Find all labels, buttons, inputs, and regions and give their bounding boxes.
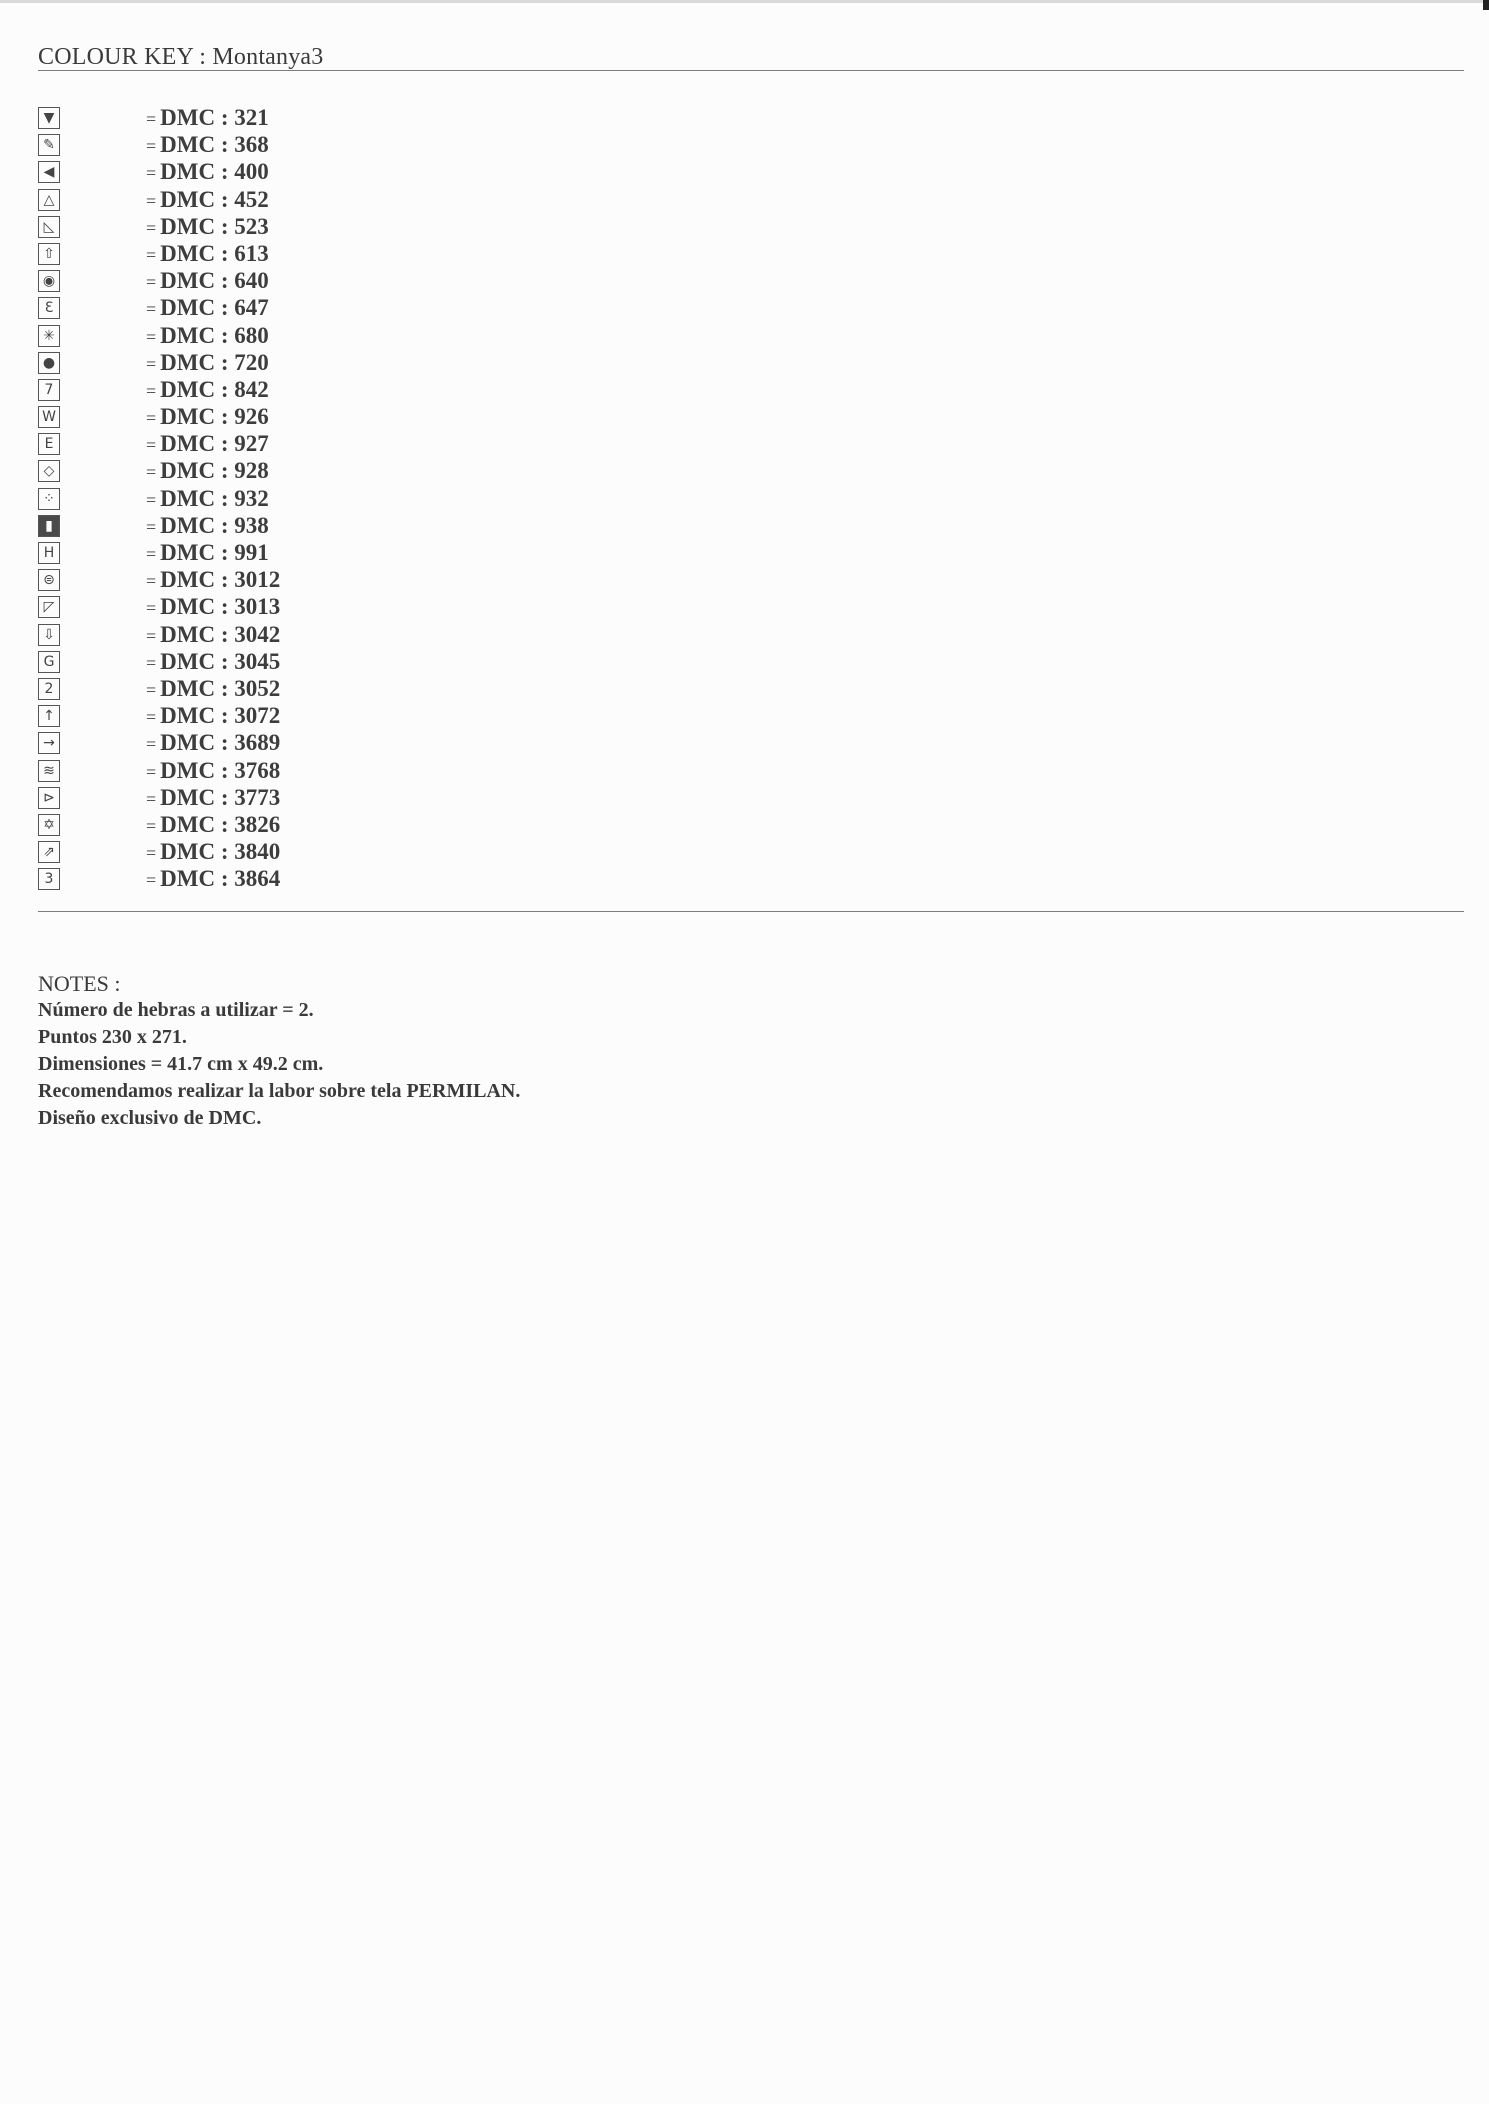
key-row: [38, 729, 638, 756]
notes-heading: NOTES :: [38, 971, 121, 996]
key-row: [38, 648, 638, 675]
dmc-code: DMC : 3045: [160, 648, 281, 674]
key-label: [146, 865, 280, 894]
dmc-code: DMC : 400: [160, 159, 269, 185]
equals-sign: =: [146, 326, 157, 347]
key-label: [146, 403, 269, 432]
dmc-code: DMC : 3768: [160, 757, 281, 783]
dmc-code: DMC : 928: [160, 458, 269, 484]
dmc-code: DMC : 368: [160, 132, 269, 158]
right-arrow-icon: →: [38, 732, 60, 754]
equals-sign: =: [146, 380, 157, 401]
colour-key-list: [38, 104, 638, 892]
equals-sign: =: [146, 353, 157, 374]
equals-sign: =: [146, 598, 157, 619]
key-row: [38, 539, 638, 566]
dmc-code: DMC : 938: [160, 512, 269, 538]
dmc-code: DMC : 452: [160, 186, 269, 212]
dmc-code: DMC : 3773: [160, 784, 281, 810]
key-label: [146, 648, 280, 677]
key-row: [38, 267, 638, 294]
scan-corner-mark: [1483, 0, 1489, 10]
key-row: [38, 430, 638, 457]
dmc-code: DMC : 932: [160, 485, 269, 511]
two-icon: 2: [38, 678, 60, 700]
notes-line: Puntos 230 x 271.: [38, 1026, 187, 1048]
dmc-code: DMC : 926: [160, 404, 269, 430]
key-row: [38, 512, 638, 539]
key-label: [146, 566, 280, 595]
key-row: [38, 566, 638, 593]
notes-line: Dimensiones = 41.7 cm x 49.2 cm.: [38, 1053, 324, 1075]
key-label: [146, 838, 280, 867]
equals-sign: =: [146, 272, 157, 293]
key-row: [38, 811, 638, 838]
up-arrow-outline-icon: ⇧: [38, 243, 60, 265]
equals-sign: =: [146, 299, 157, 320]
key-row: [38, 131, 638, 158]
equals-sign: =: [146, 734, 157, 755]
equals-sign: =: [146, 625, 157, 646]
key-row: [38, 104, 638, 131]
dmc-code: DMC : 523: [160, 213, 269, 239]
three-icon: 3: [38, 868, 60, 890]
bottom-divider: [38, 911, 1464, 912]
equals-sign: =: [146, 761, 157, 782]
dmc-code: DMC : 321: [160, 105, 269, 130]
equals-sign: =: [146, 489, 157, 510]
key-row: [38, 158, 638, 185]
key-label: [146, 267, 269, 296]
diamond-outline-icon: ◇: [38, 460, 60, 482]
key-row: [38, 621, 638, 648]
letter-h-icon: H: [38, 542, 60, 564]
equals-sign: =: [146, 462, 157, 483]
key-label: [146, 593, 280, 622]
key-row: [38, 186, 638, 213]
equals-sign: =: [146, 815, 157, 836]
key-label: [146, 131, 269, 160]
equals-sign: =: [146, 163, 157, 184]
left-triangle-filled-icon: ◀: [38, 161, 60, 183]
dmc-code: DMC : 3689: [160, 730, 281, 756]
equals-sign: =: [146, 435, 157, 456]
key-row: [38, 213, 638, 240]
down-arrow-outline-icon: ⇩: [38, 624, 60, 646]
dmc-code: DMC : 3840: [160, 839, 281, 865]
key-row: [38, 403, 638, 430]
equals-sign: =: [146, 516, 157, 537]
page-title: COLOUR KEY : Montanya3: [38, 44, 324, 70]
right-angle-icon: ⊳: [38, 787, 60, 809]
key-label: [146, 457, 269, 486]
letter-g-icon: G: [38, 651, 60, 673]
key-row: [38, 349, 638, 376]
dmc-code: DMC : 3826: [160, 811, 281, 837]
dmc-code: DMC : 680: [160, 322, 269, 348]
key-row: [38, 675, 638, 702]
star-of-david-icon: ✡: [38, 814, 60, 836]
key-label: [146, 539, 269, 568]
scan-edge: [0, 0, 1489, 3]
key-row: [38, 838, 638, 865]
key-label: [146, 621, 280, 650]
up-arrow-icon: ↑: [38, 705, 60, 727]
up-triangle-outline-icon: △: [38, 189, 60, 211]
key-label: [146, 512, 269, 541]
equals-sign: =: [146, 190, 157, 211]
seven-icon: 7: [38, 379, 60, 401]
dmc-code: DMC : 640: [160, 268, 269, 294]
corner-triangle-icon: ◸: [38, 596, 60, 618]
key-row: [38, 240, 638, 267]
equals-sign: =: [146, 136, 157, 157]
dmc-code: DMC : 991: [160, 540, 269, 565]
top-divider: [38, 70, 1464, 71]
key-label: [146, 430, 269, 459]
key-label: [146, 294, 269, 323]
key-label: [146, 213, 269, 242]
equals-sign: =: [146, 788, 157, 809]
key-row: [38, 757, 638, 784]
dmc-code: DMC : 3072: [160, 703, 281, 729]
key-label: [146, 376, 269, 405]
key-row: [38, 702, 638, 729]
dmc-code: DMC : 3052: [160, 675, 281, 701]
circle-dot-icon: ◉: [38, 270, 60, 292]
key-label: [146, 349, 269, 378]
key-label: [146, 757, 280, 786]
notes-line: Diseño exclusivo de DMC.: [38, 1107, 262, 1129]
equals-sign: =: [146, 544, 157, 564]
circle-lines-icon: ⊜: [38, 569, 60, 591]
equals-sign: =: [146, 679, 157, 700]
key-row: [38, 322, 638, 349]
equals-sign: =: [146, 571, 157, 592]
equals-sign: =: [146, 109, 157, 129]
key-row: [38, 485, 638, 512]
key-row: [38, 376, 638, 403]
epsilon-icon: Ɛ: [38, 297, 60, 319]
pencil-icon: ✎: [38, 134, 60, 156]
key-label: [146, 240, 269, 269]
asterisk-icon: ✳: [38, 325, 60, 347]
key-label: [146, 702, 280, 731]
notes-line: Número de hebras a utilizar = 2.: [38, 999, 314, 1021]
dmc-code: DMC : 3013: [160, 594, 281, 620]
key-label: [146, 784, 280, 813]
equals-sign: =: [146, 217, 157, 238]
key-row: [38, 865, 638, 892]
letter-e-icon: E: [38, 433, 60, 455]
dmc-code: DMC : 927: [160, 431, 269, 457]
key-row: [38, 294, 638, 321]
dmc-code: DMC : 3042: [160, 621, 281, 647]
key-label: [146, 675, 280, 704]
equals-sign: =: [146, 244, 157, 265]
dmc-code: DMC : 3864: [160, 866, 281, 892]
diagonal-arrow-icon: ⇗: [38, 841, 60, 863]
key-row: [38, 784, 638, 811]
diagonal-corner-icon: ◺: [38, 216, 60, 238]
dmc-code: DMC : 613: [160, 240, 269, 266]
dmc-code: DMC : 720: [160, 349, 269, 375]
equals-sign: =: [146, 707, 157, 728]
key-label: [146, 158, 269, 187]
notes-section: [38, 970, 520, 1132]
equals-sign: =: [146, 843, 157, 864]
key-label: [146, 729, 280, 758]
notes-line: Recomendamos realizar la labor sobre tela PERMILAN.: [38, 1080, 521, 1102]
dmc-code: DMC : 3012: [160, 567, 281, 593]
equals-sign: =: [146, 408, 157, 429]
dotted-cross-icon: ⁘: [38, 488, 60, 510]
key-row: [38, 457, 638, 484]
equals-sign: =: [146, 870, 157, 891]
filled-bar-icon: ▮: [38, 515, 60, 537]
dmc-code: DMC : 647: [160, 295, 269, 321]
wave-lines-icon: ≋: [38, 760, 60, 782]
key-label: [146, 811, 280, 840]
key-row: [38, 593, 638, 620]
letter-w-icon: W: [38, 406, 60, 428]
key-label: [146, 104, 269, 133]
equals-sign: =: [146, 652, 157, 673]
filled-dot-icon: ●: [38, 352, 60, 374]
key-label: [146, 186, 269, 215]
down-triangle-filled-icon: ▼: [38, 107, 60, 129]
key-label: [146, 485, 269, 514]
dmc-code: DMC : 842: [160, 376, 269, 402]
key-label: [146, 322, 269, 351]
